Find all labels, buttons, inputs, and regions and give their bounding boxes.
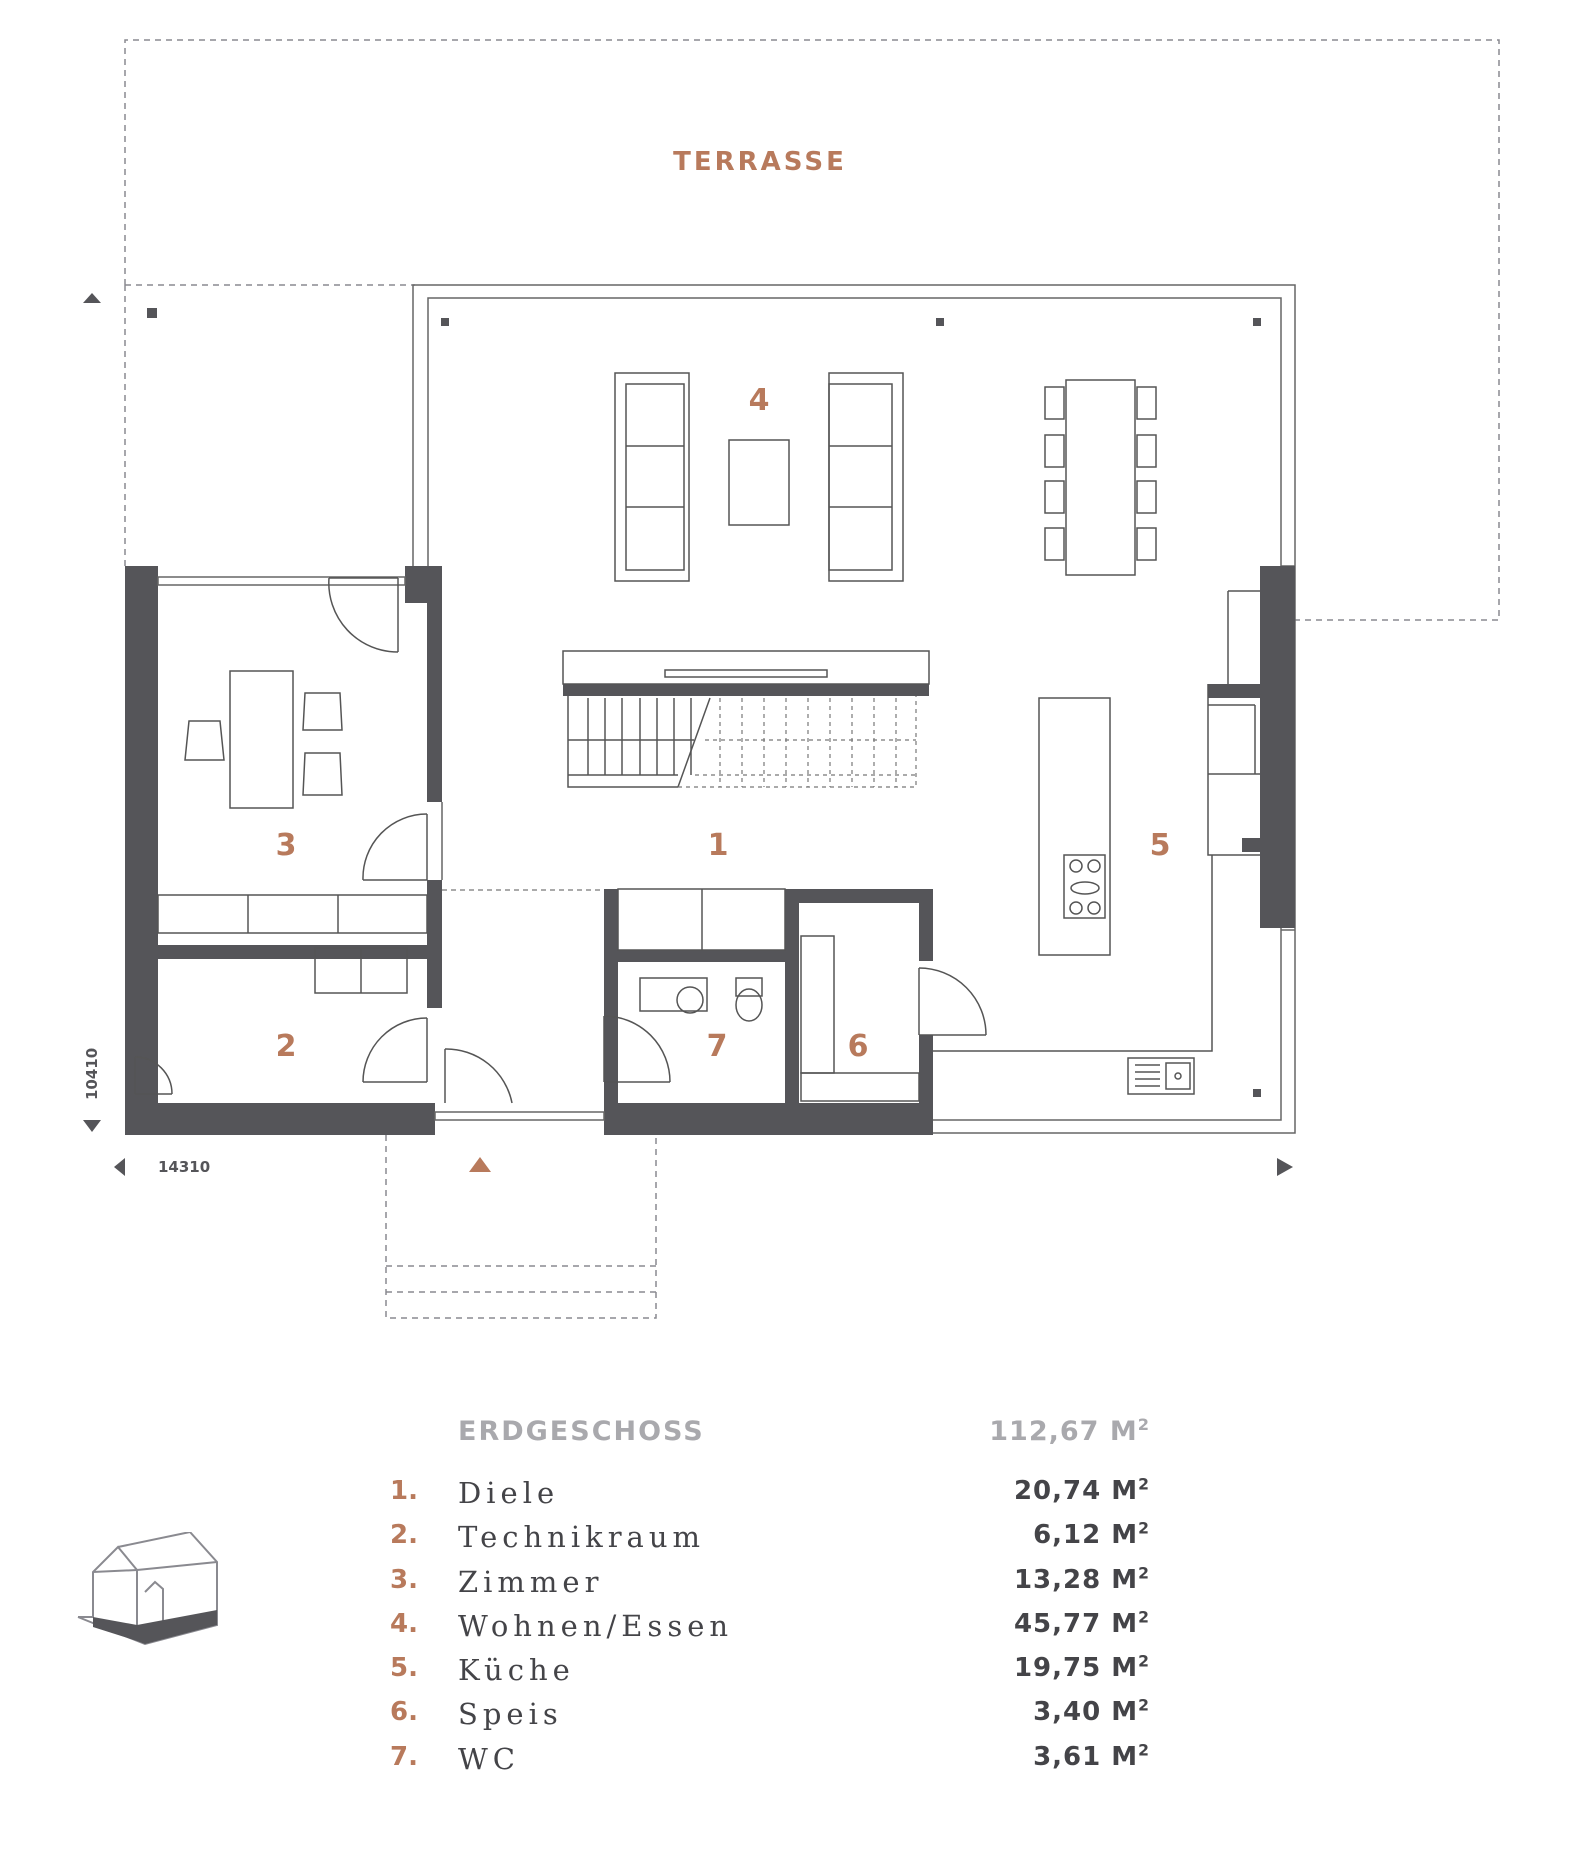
legend-num: 5. bbox=[390, 1653, 418, 1684]
legend-area bbox=[1014, 1609, 1150, 1639]
unit-exponent: 2 bbox=[1138, 1608, 1150, 1627]
legend-num: 1. bbox=[390, 1476, 418, 1506]
legend-area-value: 3,40 M bbox=[1033, 1697, 1139, 1728]
area-legend bbox=[390, 1416, 1150, 1786]
terrace-label: TERRASSE bbox=[673, 147, 847, 177]
legend-area bbox=[1014, 1476, 1150, 1506]
legend-area-value: 6,12 M bbox=[1033, 1520, 1139, 1551]
legend-num: 6. bbox=[390, 1697, 418, 1728]
room-label-7: 7 bbox=[706, 1029, 728, 1064]
arrow-up-icon bbox=[83, 293, 101, 303]
legend-area bbox=[1014, 1565, 1150, 1595]
living-furniture bbox=[615, 373, 1156, 581]
legend-area-value: 20,74 M bbox=[1013, 1476, 1139, 1506]
legend-area bbox=[1033, 1742, 1150, 1772]
room-label-2: 2 bbox=[275, 1029, 297, 1064]
legend-name: Diele bbox=[458, 1476, 560, 1510]
arrow-left-icon bbox=[114, 1158, 125, 1176]
legend-area-value: 45,77 M bbox=[1013, 1608, 1139, 1639]
legend-name: Zimmer bbox=[458, 1564, 604, 1599]
doors bbox=[135, 578, 986, 1103]
kitchen-furniture bbox=[933, 591, 1260, 1094]
arrow-right-icon bbox=[1277, 1158, 1293, 1176]
legend-row bbox=[390, 1565, 1150, 1609]
legend-total-value: 112,67 M bbox=[989, 1416, 1138, 1447]
legend-num: 7. bbox=[390, 1741, 418, 1772]
legend-total bbox=[989, 1416, 1150, 1447]
legend-num: 3. bbox=[390, 1564, 418, 1595]
unit-exponent: 2 bbox=[1138, 1475, 1150, 1494]
legend-num: 2. bbox=[390, 1520, 418, 1551]
entrance-steps bbox=[386, 1135, 656, 1318]
legend-header bbox=[390, 1416, 1150, 1476]
stairs bbox=[563, 651, 929, 787]
legend-name: Speis bbox=[458, 1697, 563, 1732]
legend-row bbox=[390, 1520, 1150, 1564]
legend-num: 4. bbox=[390, 1608, 418, 1639]
legend-area-value: 3,61 M bbox=[1033, 1741, 1139, 1772]
legend-area-value: 13,28 M bbox=[1013, 1564, 1139, 1595]
room-label-1: 1 bbox=[707, 828, 729, 863]
glass-facade bbox=[413, 285, 1295, 1133]
legend-area bbox=[1033, 1520, 1150, 1550]
legend-area-value: 19,75 M bbox=[1013, 1653, 1139, 1684]
terrace-outline bbox=[125, 40, 1499, 620]
legend-row bbox=[390, 1653, 1150, 1697]
unit-exponent: 2 bbox=[1138, 1741, 1150, 1760]
room-label-3: 3 bbox=[275, 828, 297, 863]
legend-row bbox=[390, 1742, 1150, 1786]
legend-area bbox=[1014, 1653, 1150, 1683]
room3-furniture bbox=[158, 671, 427, 933]
unit-exponent: 2 bbox=[1137, 1415, 1150, 1434]
unit-exponent: 2 bbox=[1138, 1519, 1150, 1538]
legend-name: WC bbox=[458, 1741, 520, 1776]
entrance-arrow-icon bbox=[469, 1157, 491, 1172]
room-label-4: 4 bbox=[748, 383, 770, 418]
legend-row bbox=[390, 1697, 1150, 1741]
arrow-down-icon bbox=[83, 1120, 101, 1132]
legend-row bbox=[390, 1609, 1150, 1653]
room-label-5: 5 bbox=[1149, 828, 1171, 863]
house-icon bbox=[75, 1532, 225, 1667]
legend-title: ERDGESCHOSS bbox=[458, 1416, 705, 1447]
stairs-upper bbox=[678, 696, 916, 787]
unit-exponent: 2 bbox=[1138, 1563, 1150, 1582]
dimension-width: 14310 bbox=[158, 1158, 211, 1176]
unit-exponent: 2 bbox=[1138, 1696, 1150, 1715]
legend-row bbox=[390, 1476, 1150, 1520]
legend-area bbox=[1033, 1697, 1150, 1727]
room-label-6: 6 bbox=[847, 1029, 869, 1064]
legend-name: Küche bbox=[458, 1653, 575, 1688]
dimension-depth: 10410 bbox=[83, 1047, 101, 1100]
legend-name: Wohnen/Essen bbox=[458, 1608, 734, 1643]
unit-exponent: 2 bbox=[1138, 1652, 1150, 1671]
legend-name: Technikraum bbox=[458, 1520, 706, 1555]
